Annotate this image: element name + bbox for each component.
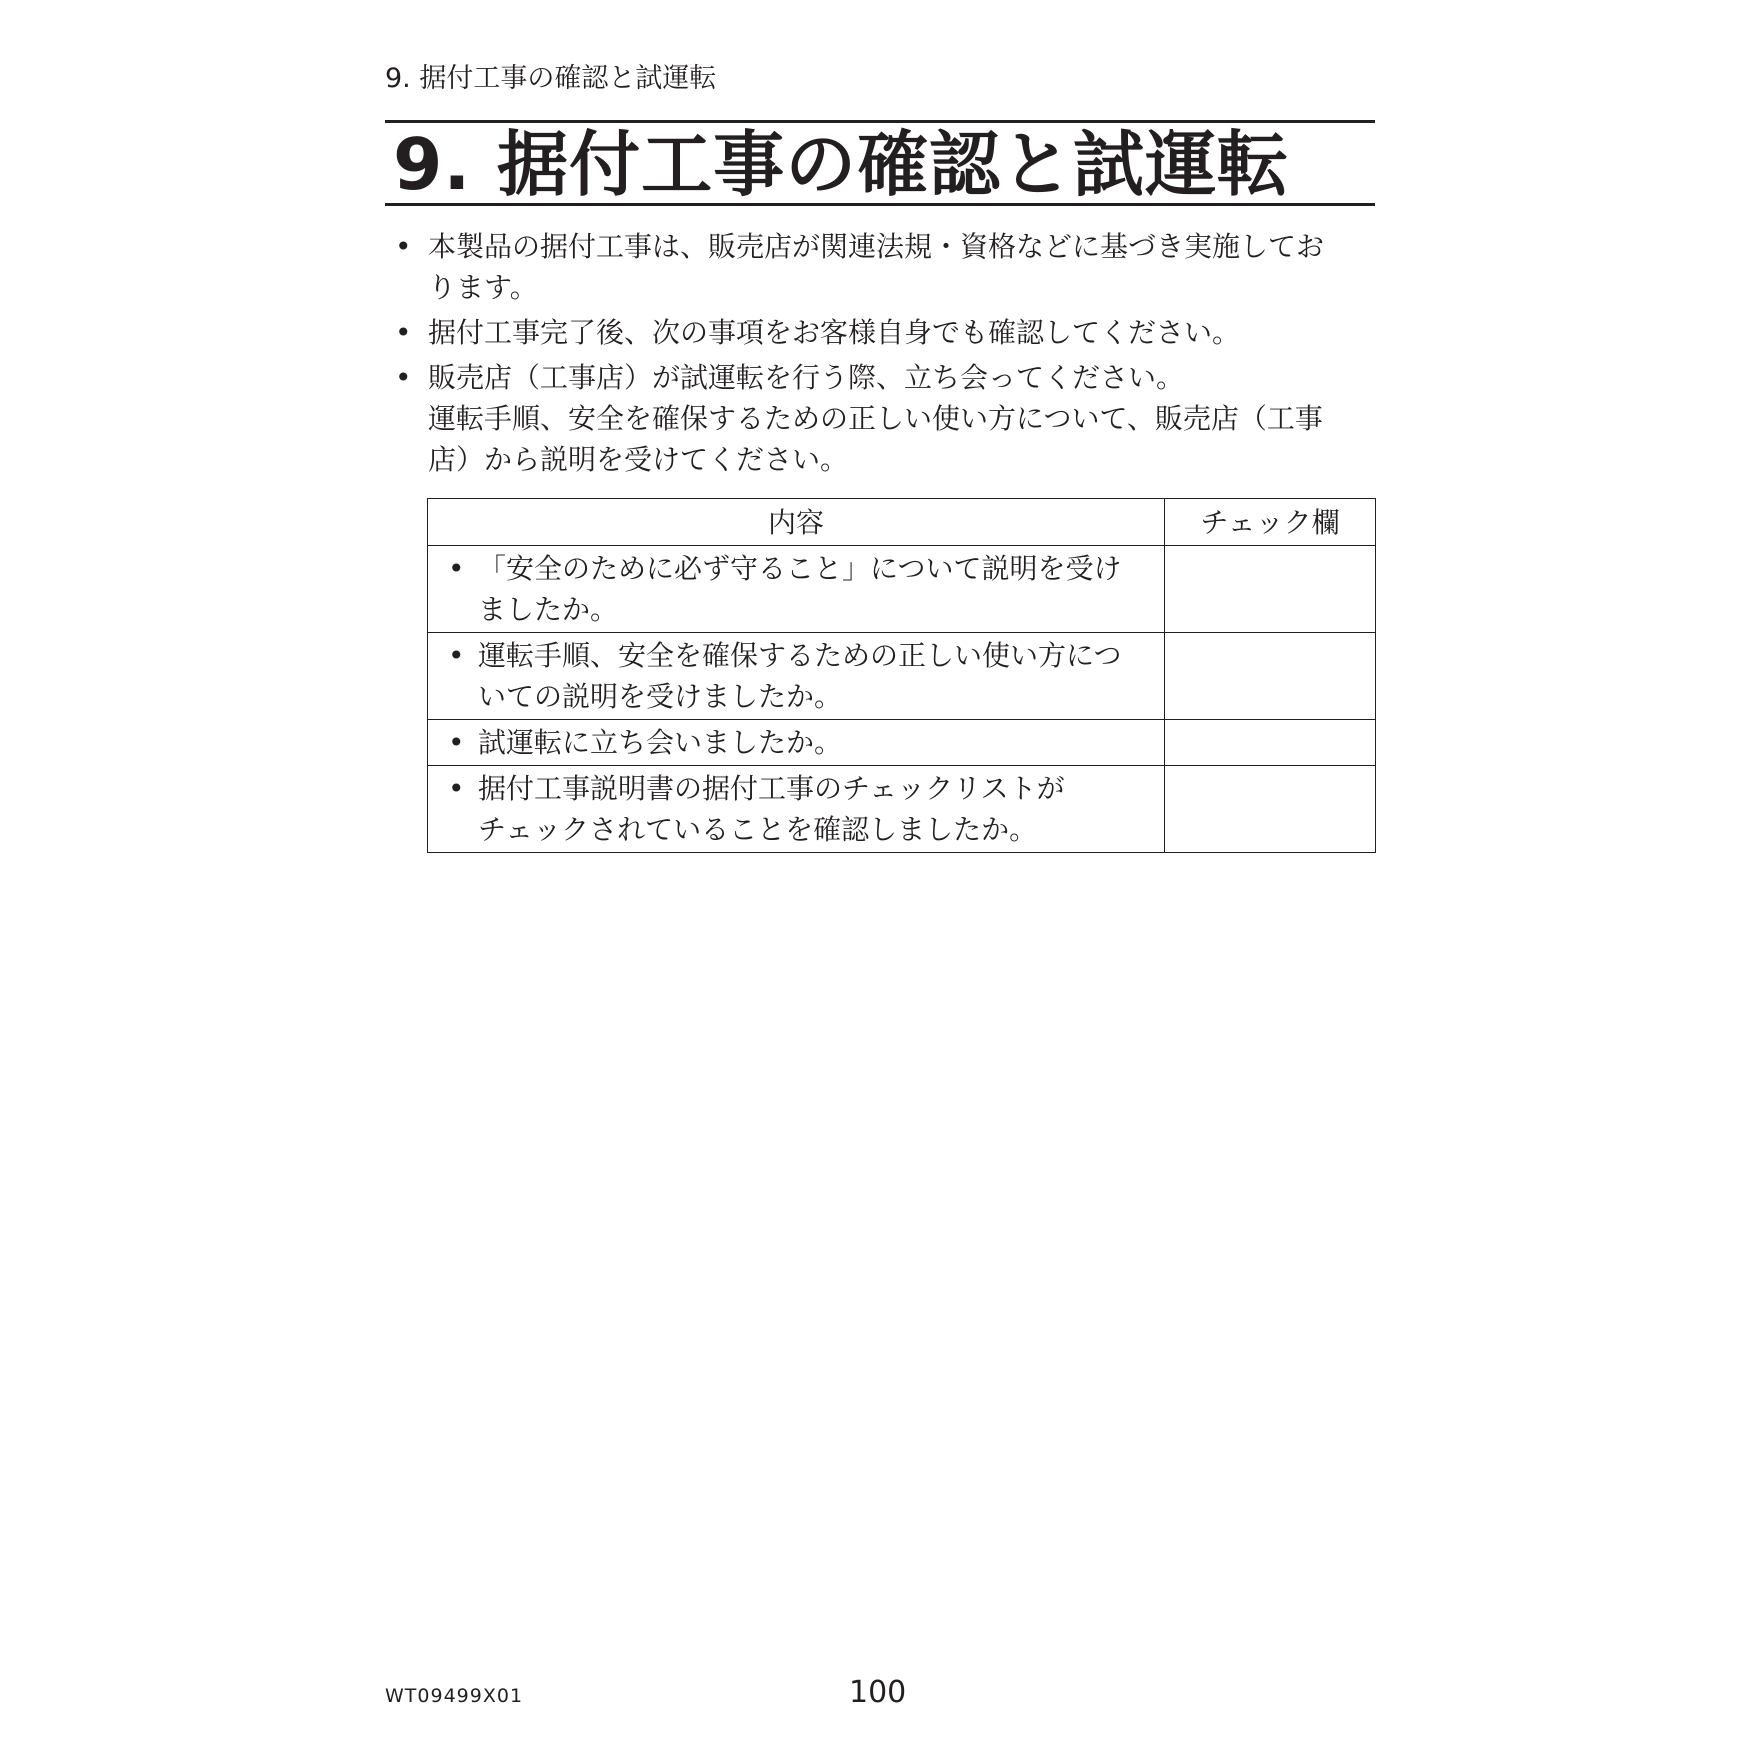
page-number: 100: [849, 1675, 907, 1710]
bullet-text-line: 運転手順、安全を確保するための正しい使い方について、販売店（工事: [428, 402, 1323, 435]
column-header-check: チェック欄: [1165, 499, 1376, 546]
table-row: [428, 546, 1376, 633]
bullet-text-line: 店）から説明を受けてください。: [428, 443, 849, 476]
title-block: [385, 120, 1375, 206]
check-cell[interactable]: [1165, 633, 1376, 720]
check-cell[interactable]: [1165, 546, 1376, 633]
bullet-icon: •: [448, 552, 465, 585]
list-item: [385, 312, 1375, 353]
check-cell[interactable]: [1165, 720, 1376, 766]
row-content-cell: [428, 633, 1165, 720]
row-text-line: いての説明を受けましたか。: [478, 680, 843, 713]
row-text-line: チェックされていることを確認しましたか。: [478, 813, 1038, 846]
column-header-content: 内容: [428, 499, 1165, 546]
table-row: [428, 633, 1376, 720]
bullet-text-line: 本製品の据付工事は、販売店が関連法規・資格などに基づき実施してお: [428, 230, 1325, 263]
bullet-icon: •: [448, 772, 465, 805]
checklist-table: [427, 498, 1376, 853]
check-cell[interactable]: [1165, 766, 1376, 853]
bullet-icon: •: [395, 361, 412, 394]
page-title: 9. 据付工事の確認と試運転: [393, 123, 1290, 206]
document-code: WT09499X01: [385, 1685, 524, 1707]
bullet-icon: •: [448, 726, 465, 759]
row-text-line: 運転手順、安全を確保するための正しい使い方につ: [478, 639, 1122, 672]
running-head: 9. 据付工事の確認と試運転: [385, 63, 717, 94]
bullet-text-line: 販売店（工事店）が試運転を行う際、立ち会ってください。: [428, 361, 1185, 394]
bullet-icon: •: [395, 316, 412, 349]
row-text-line: 据付工事説明書の据付工事のチェックリストが: [478, 772, 1065, 805]
row-text-line: 試運転に立ち会いましたか。: [478, 726, 843, 759]
bullet-icon: •: [448, 639, 465, 672]
table-header-row: [428, 499, 1376, 546]
table-row: [428, 720, 1376, 766]
row-text-line: 「安全のために必ず守ること」について説明を受け: [478, 552, 1122, 585]
row-content-cell: [428, 766, 1165, 853]
row-content-cell: [428, 546, 1165, 633]
list-item: [385, 226, 1375, 308]
intro-bullet-list: [385, 226, 1375, 484]
table-row: [428, 766, 1376, 853]
row-text-line: ましたか。: [478, 593, 619, 626]
bullet-icon: •: [395, 230, 412, 263]
bullet-text-line: ります。: [428, 271, 538, 304]
row-content-cell: [428, 720, 1165, 766]
bullet-text-line: 据付工事完了後、次の事項をお客様自身でも確認してください。: [428, 316, 1241, 349]
list-item: [385, 357, 1375, 480]
